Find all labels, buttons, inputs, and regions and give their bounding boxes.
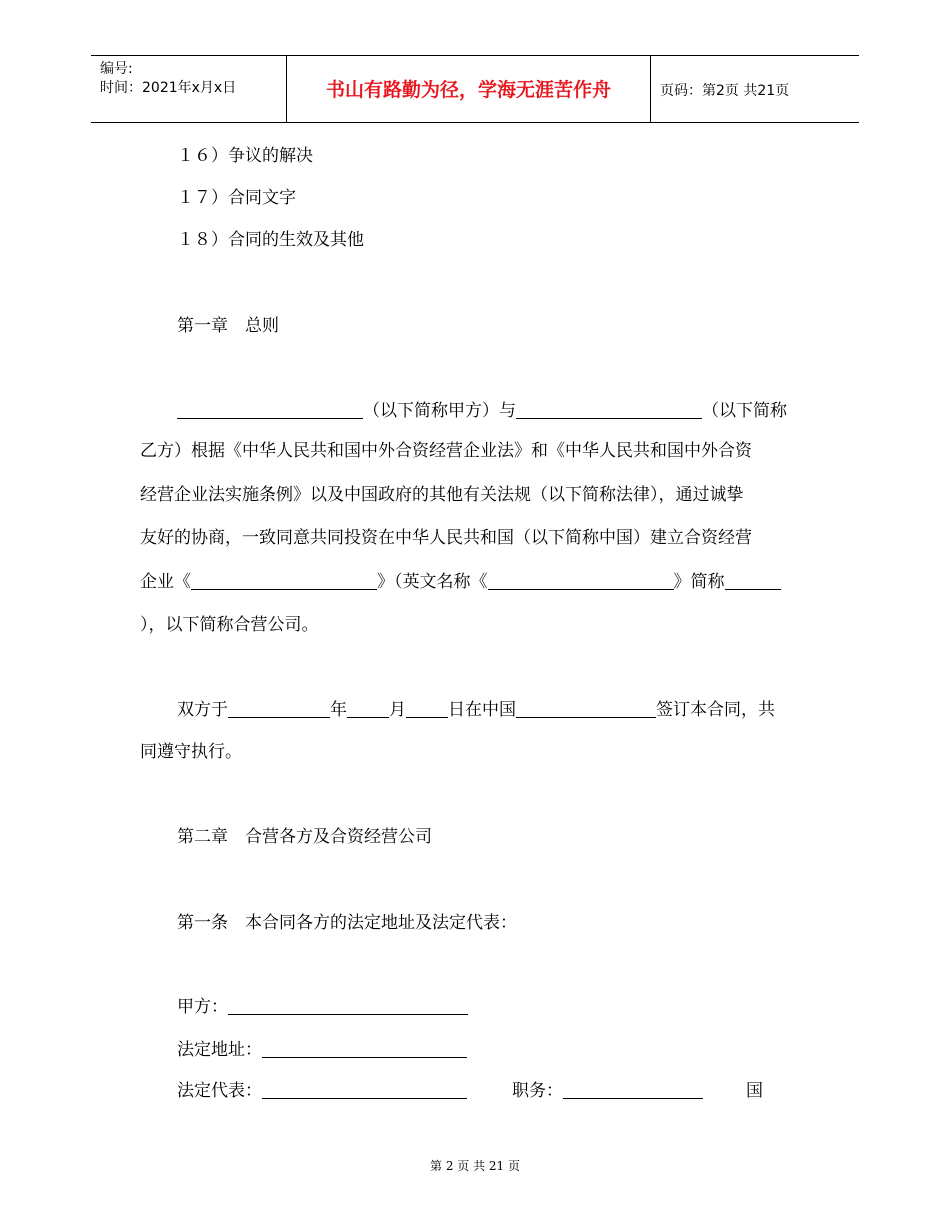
signing-text: 签订本合同，共 xyxy=(656,700,775,720)
toc-item: １６）争议的解决 xyxy=(177,146,313,166)
intro-line xyxy=(140,571,781,593)
signing-text: 日在中国 xyxy=(448,700,516,720)
field-label: 甲方： xyxy=(177,997,228,1017)
party-a-name-field[interactable] xyxy=(228,997,468,1015)
intro-line: ），以下简称合营公司。 xyxy=(140,615,319,635)
signing-text: 双方于 xyxy=(177,700,228,720)
intro-text: 》（英文名称《 xyxy=(377,572,488,592)
year-blank[interactable] xyxy=(228,700,330,718)
intro-text: （以下简称 xyxy=(702,401,787,421)
time-label: 时间：2021年x月x日 xyxy=(100,80,237,96)
field-label: 职务： xyxy=(512,1081,563,1101)
field-label: 法定代表： xyxy=(177,1081,262,1101)
intro-line: 乙方）根据《中华人民共和国中外合资经营企业法》和《中华人民共和国中外合资 xyxy=(140,441,752,461)
header-divider xyxy=(650,56,651,122)
chapter-title: 第二章 合营各方及合资经营公司 xyxy=(177,827,432,847)
abbreviation-blank[interactable] xyxy=(725,572,781,590)
chapter-title: 第一章 总则 xyxy=(177,316,279,336)
place-blank[interactable] xyxy=(516,700,656,718)
field-label: 法定地址： xyxy=(177,1040,262,1060)
page-header xyxy=(91,55,859,123)
party-a-address-field[interactable] xyxy=(262,1040,467,1058)
code-label: 编号: xyxy=(100,61,133,77)
signing-text: 月 xyxy=(389,700,406,720)
party-a-rep-field[interactable] xyxy=(262,1081,467,1099)
page-footer: 第 2 页 共 21 页 xyxy=(430,1159,520,1173)
english-name-blank[interactable] xyxy=(488,572,674,590)
article-title: 第一条 本合同各方的法定地址及法定代表： xyxy=(177,913,517,933)
party-a-blank[interactable] xyxy=(177,401,363,419)
company-name-blank[interactable] xyxy=(191,572,377,590)
intro-line xyxy=(177,400,787,422)
toc-item: １８）合同的生效及其他 xyxy=(177,230,364,250)
signing-text: 年 xyxy=(330,700,347,720)
day-blank[interactable] xyxy=(406,700,448,718)
signing-line xyxy=(177,699,775,721)
toc-item: １７）合同文字 xyxy=(177,188,296,208)
signing-line: 同遵守执行。 xyxy=(140,742,242,762)
party-b-blank[interactable] xyxy=(516,401,702,419)
party-a-name-row xyxy=(177,996,468,1018)
header-page-info: 页码：第2页 共21页 xyxy=(660,83,790,99)
header-motto: 书山有路勤为径，学海无涯苦作舟 xyxy=(325,79,611,101)
nationality-label: 国 xyxy=(746,1081,763,1101)
party-a-address-row xyxy=(177,1039,467,1061)
intro-line: 友好的协商，一致同意共同投资在中华人民共和国（以下简称中国）建立合资经营 xyxy=(140,528,752,548)
intro-line: 经营企业法实施条例》以及中国政府的其他有关法规（以下简称法律），通过诚挚 xyxy=(140,485,744,505)
header-meta xyxy=(100,60,236,98)
party-a-position-field[interactable] xyxy=(563,1081,703,1099)
intro-text: （以下简称甲方）与 xyxy=(363,401,516,421)
party-a-position-row xyxy=(512,1080,703,1102)
party-a-rep-row xyxy=(177,1080,467,1102)
intro-text: 》简称 xyxy=(673,572,725,592)
intro-text: 企业《 xyxy=(140,572,191,592)
month-blank[interactable] xyxy=(347,700,389,718)
